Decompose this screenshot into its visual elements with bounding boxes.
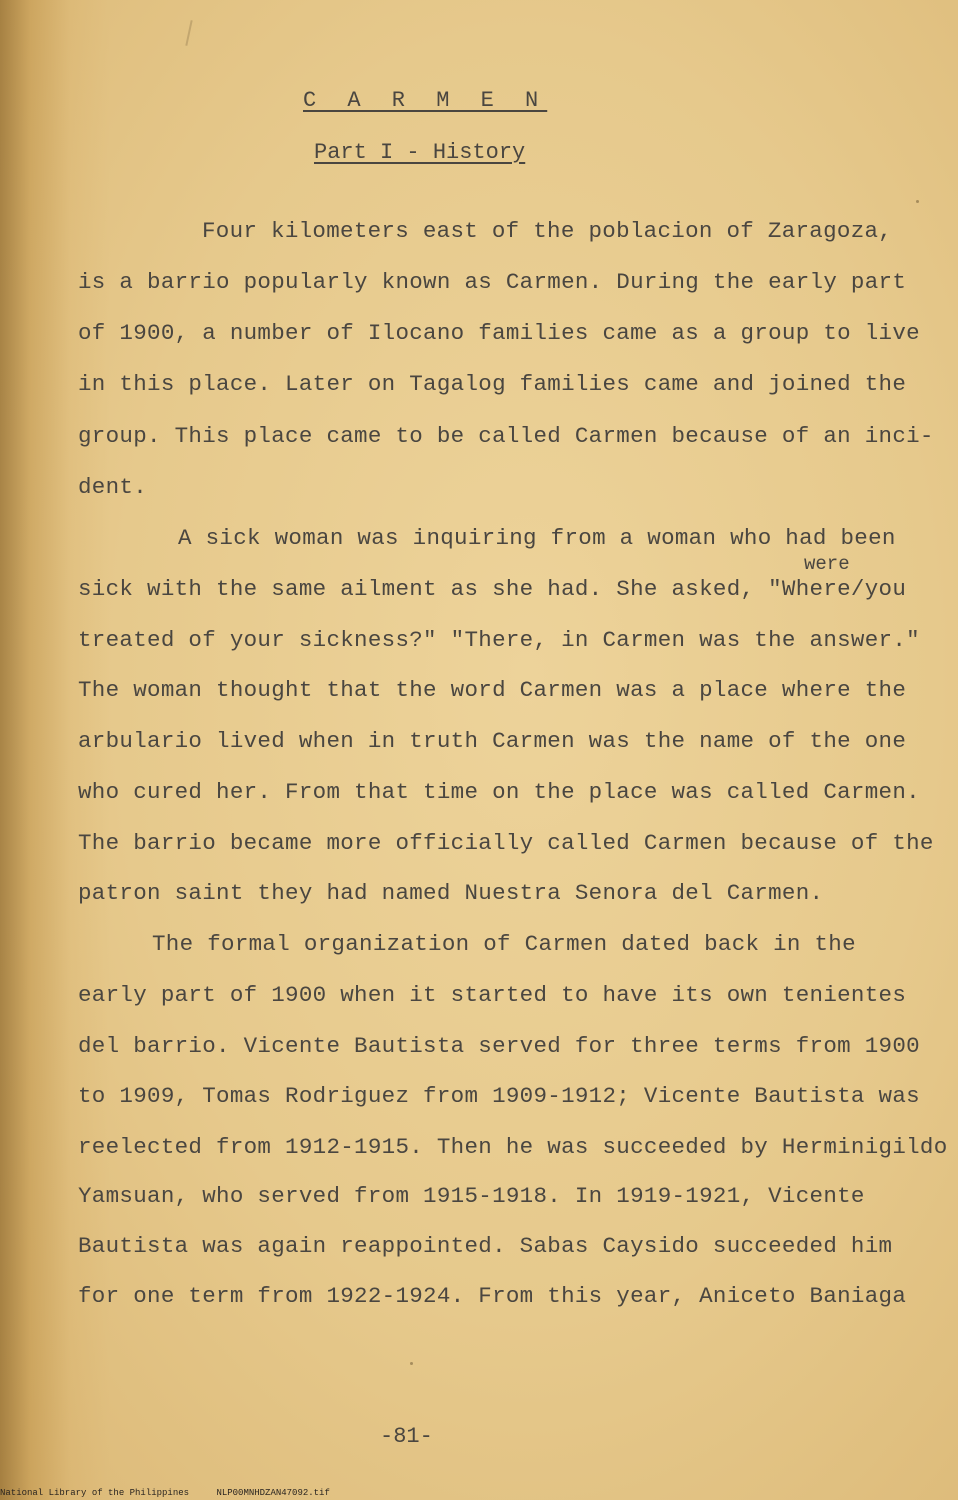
text-line-1: Four kilometers east of the poblacion of Zaragoza, [202,218,893,244]
text-line-5: group. This place came to be called Carmen because of an inci- [78,423,934,449]
paper-speck [410,1362,413,1365]
text-line-6: dent. [78,474,148,500]
text-line-16: early part of 1900 when it started to have its own tenientes [78,982,907,1008]
paper-speck [916,200,919,203]
text-line-13: The barrio became more officially called Carmen because of the [78,830,934,856]
text-line-12: who cured her. From that time on the place was called Carmen. [78,779,920,805]
document-subtitle: Part I - History [314,140,526,165]
scan-footer [0,1488,352,1498]
text-line-11: arbulario lived when in truth Carmen was the name of the one [78,728,907,754]
document-title: C A R M E N [303,88,548,113]
text-line-20: Yamsuan, who served from 1915-1918. In 1919-1921, Vicente [78,1183,865,1209]
text-line-21: Bautista was again reappointed. Sabas Caysido succeeded him [78,1233,893,1259]
footer-source: National Library of the Philippines [0,1488,190,1498]
text-line-18: to 1909, Tomas Rodriguez from 1909-1912; Vicente Bautista was [78,1083,920,1109]
text-line-10: The woman thought that the word Carmen was a place where the [78,677,907,703]
paper-mark [185,20,192,46]
text-line-14: patron saint they had named Nuestra Senora del Carmen. [78,880,824,906]
page-number: -81- [380,1424,433,1449]
text-line-15: The formal organization of Carmen dated back in the [152,931,856,957]
text-line-9: treated of your sickness?" "There, in Carmen was the answer." [78,627,920,653]
text-line-8: sick with the same ailment as she had. She asked, "Where/you [78,576,907,602]
handwritten-insertion: were [804,553,850,575]
footer-file: NLP00MNHDZAN47092.tif [216,1488,330,1498]
text-line-4: in this place. Later on Tagalog families came and joined the [78,371,907,397]
text-line-17: del barrio. Vicente Bautista served for three terms from 1900 [78,1033,920,1059]
text-line-3: of 1900, a number of Ilocano families came as a group to live [78,320,920,346]
text-line-2: is a barrio popularly known as Carmen. During the early part [78,269,907,295]
text-line-22: for one term from 1922-1924. From this year, Aniceto Baniaga [78,1283,907,1309]
text-line-7: A sick woman was inquiring from a woman who had been [178,525,896,551]
text-line-19: reelected from 1912-1915. Then he was succeeded by Herminigildo [78,1134,948,1160]
